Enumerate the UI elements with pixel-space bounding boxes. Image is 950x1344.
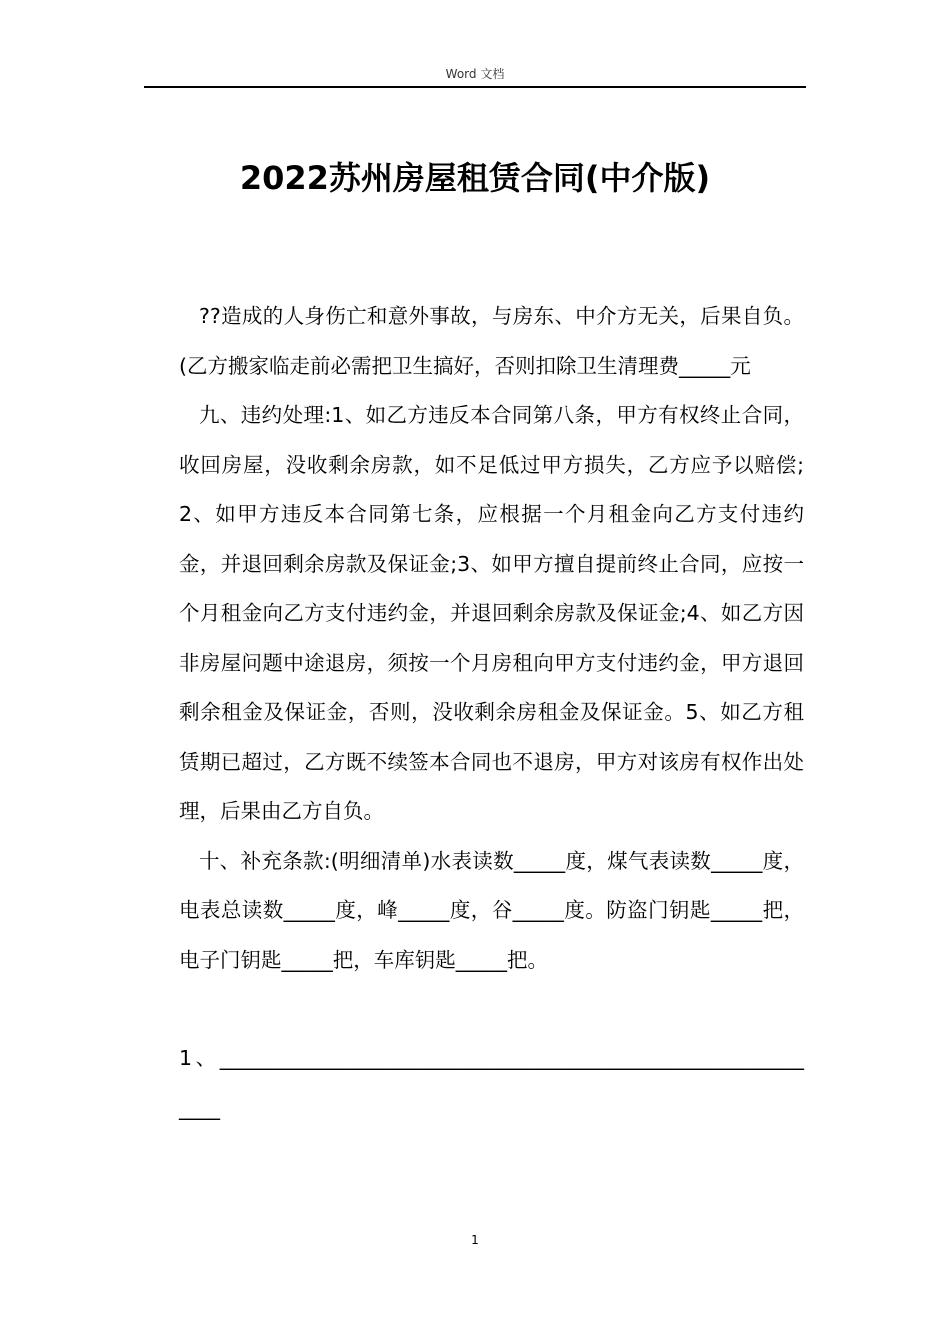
page-number: 1 [471,1233,479,1247]
paragraph-breach: 九、违约处理:1、如乙方违反本合同第八条，甲方有权终止合同，收回房屋，没收剩余房款，如不足低过甲方损失，乙方应予以赔偿;2、如甲方违反本合同第七条，应根据一个月租金向乙方支付违约金，并退回剩余房款及保证金;3、如甲方擅自提前终止合同，应按一个月租金向乙方支付违约金，并退回剩余房款及保证金;4、如乙方因非房屋问题中途退房，须按一个月房租向甲方支付违约金，甲方退回剩余租金及保证金，否则，没收剩余房租金及保证金。5、如乙方租赁期已超过，乙方既不续签本合同也不退房，甲方对该房有权作出处理，后果由乙方自负。 [179,403,804,823]
document-body [179,292,804,1133]
paragraph-supplement: 十、补充条款:(明细清单)水表读数_____度，煤气表读数_____度，电表总读数_____度，峰_____度，谷_____度。防盗门钥匙_____把，电子门钥匙_____把，车库钥匙_____把。 [179,848,804,972]
header-rule [144,86,806,88]
page-header: Word 文档 [445,67,505,81]
list-item-1: 1、_____________________________________________________________ [179,1046,804,1120]
paragraph-liability: ??造成的人身伤亡和意外事故，与房东、中介方无关，后果自负。(乙方搬家临走前必需把卫生搞好，否则扣除卫生清理费_____元 [179,304,804,378]
document-title: 2022苏州房屋租赁合同(中介版) [239,159,711,197]
